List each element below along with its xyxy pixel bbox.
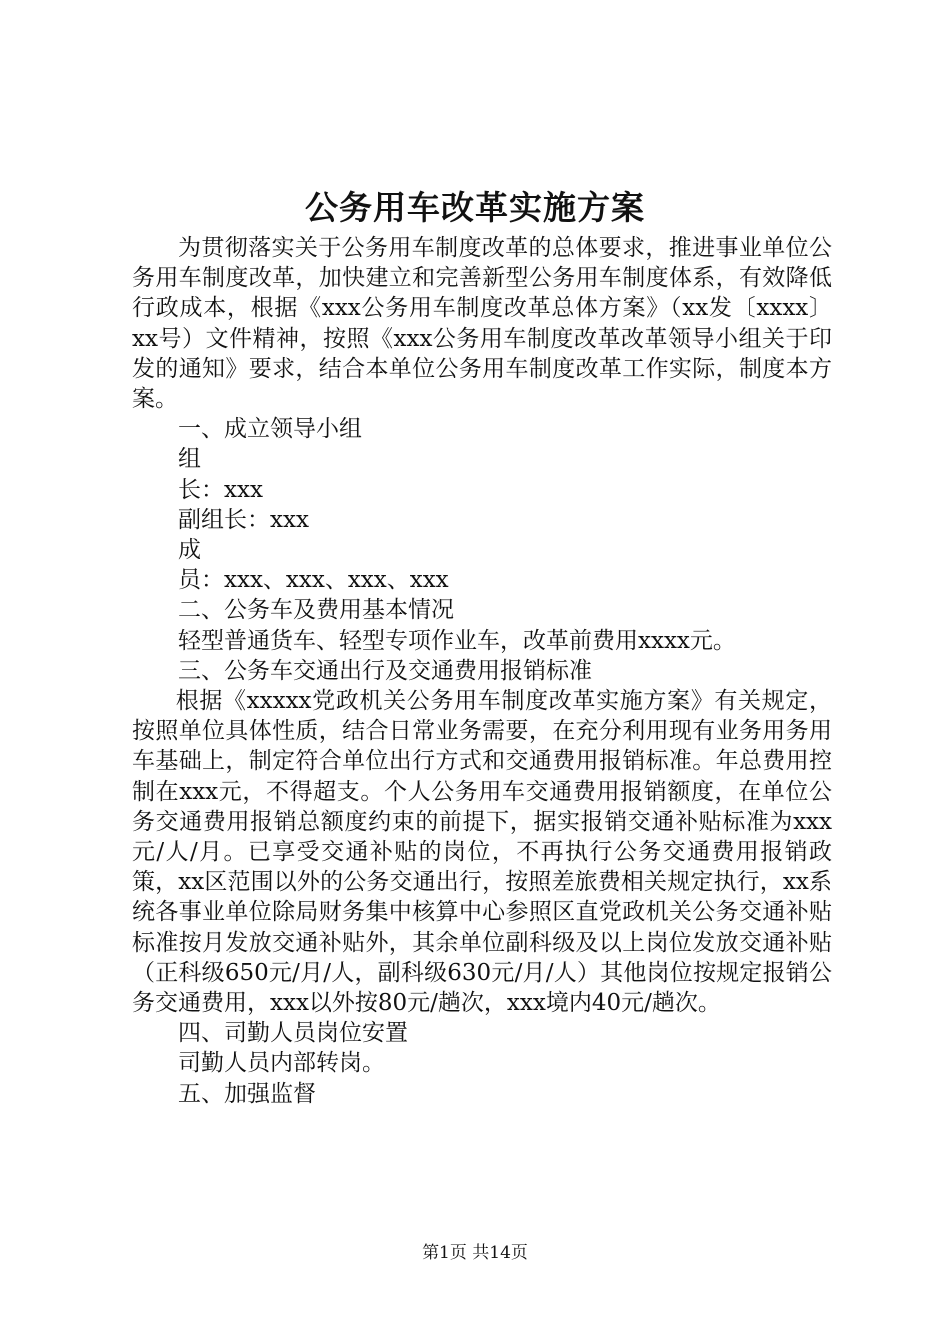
document-body xyxy=(132,233,832,1109)
leader-label-line: 组 xyxy=(178,446,201,473)
section-heading-1: 一、成立领导小组 xyxy=(178,416,362,443)
page-number-footer: 第1页 共14页 xyxy=(422,1243,528,1263)
document-title: 公务用车改革实施方案 xyxy=(305,188,645,227)
section-heading-4: 四、司勤人员岗位安置 xyxy=(178,1020,408,1047)
section-heading-5: 五、加强监督 xyxy=(178,1080,316,1107)
leader-value-line: 长：xxx xyxy=(178,476,263,503)
member-value-line: 员：xxx、xxx、xxx、xxx xyxy=(178,567,449,594)
deputy-leader-line: 副组长：xxx xyxy=(178,506,309,533)
vehicles-paragraph: 轻型普通货车、轻型专项作业车，改革前费用xxxx元。 xyxy=(178,627,736,654)
drivers-paragraph: 司勤人员内部转岗。 xyxy=(178,1050,385,1077)
section-heading-3: 三、公务车交通出行及交通费用报销标准 xyxy=(178,657,592,684)
intro-paragraph: 为贯彻落实关于公务用车制度改革的总体要求，推进事业单位公务用车制度改革，加快建立和完善新型公务用车制度体系，有效降低行政成本，根据《xxx公务用车制度改革总体方案》（xx发〔xxxx〕xx号）文件精神，按照《xxx公务用车制度改革改革领导小组关于印发的通知》要求，结合本单位公务用车制度改革工作实际，制度本方案。 xyxy=(132,235,832,413)
standards-paragraph: 根据《xxxxx党政机关公务用车制度改革实施方案》有关规定，按照单位具体性质，结合日常业务需要，在充分利用现有业务用务用车基础上，制定符合单位出行方式和交通费用报销标准。年总费用控制在xxx元，不得超支。个人公务用车交通费用报销额度，在单位公务交通费用报销总额度约束的前提下，据实报销交通补贴标准为xxx元/人/月。已享受交通补贴的岗位，不再执行公务交通费用报销政策，xx区范围以外的公务交通出行，按照差旅费相关规定执行，xx系统各事业单位除局财务集中核算中心参照区直党政机关公务交通补贴标准按月发放交通补贴外，其余单位副科级及以上岗位发放交通补贴（正科级650元/月/人，副科级630元/月/人）其他岗位按规定报销公务交通费用，xxx以外按80元/趟次，xxx境内40元/趟次。 xyxy=(132,688,832,1017)
member-label-line: 成 xyxy=(178,537,201,564)
section-heading-2: 二、公务车及费用基本情况 xyxy=(178,597,454,624)
